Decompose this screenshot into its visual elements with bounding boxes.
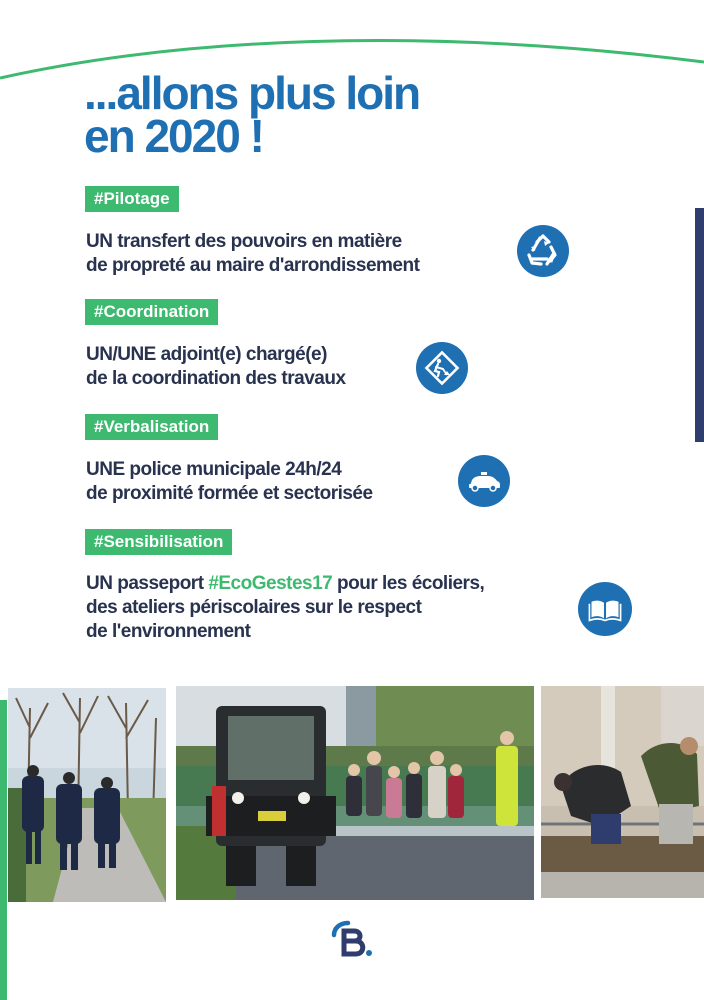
cb-logo — [330, 917, 376, 963]
section-coordination-line-1: UN/UNE adjoint(e) chargé(e) — [86, 344, 327, 365]
line-1-prefix: UN passeport — [86, 573, 209, 594]
open-book-icon — [578, 582, 632, 636]
section-sensibilisation-text — [86, 572, 484, 644]
photo-police-patrol — [8, 688, 166, 902]
section-pilotage-line-1: UN transfert des pouvoirs en matière — [86, 231, 402, 252]
page-title — [84, 67, 644, 162]
left-accent-bar — [0, 700, 7, 1000]
section-verbalisation-line-1: UNE police municipale 24h/24 — [86, 459, 342, 480]
title-line-1: ...allons plus loin — [84, 67, 420, 119]
title-line-2: en 2020 ! — [84, 110, 263, 162]
police-car-icon — [458, 455, 510, 507]
tag-sensibilisation: #Sensibilisation — [85, 529, 232, 555]
section-sensibilisation-line-3: de l'environnement — [86, 621, 251, 642]
section-pilotage-text — [86, 230, 419, 278]
roadwork-sign-icon — [416, 342, 468, 394]
section-coordination-line-2: de la coordination des travaux — [86, 368, 346, 389]
photo-cleaning-vehicle-children — [176, 686, 534, 900]
tag-pilotage: #Pilotage — [85, 186, 179, 212]
line-1-suffix: pour les écoliers, — [332, 573, 485, 594]
recycle-icon — [517, 225, 569, 277]
photo-garden-planting — [541, 686, 704, 898]
section-verbalisation-text — [86, 458, 373, 506]
tag-verbalisation: #Verbalisation — [85, 414, 218, 440]
section-coordination-text — [86, 343, 346, 391]
tag-coordination: #Coordination — [85, 299, 218, 325]
right-accent-bar — [695, 208, 704, 442]
section-sensibilisation-line-1 — [86, 572, 484, 596]
ecogestes-hashtag: #EcoGestes17 — [208, 573, 333, 594]
section-sensibilisation-line-2: des ateliers périscolaires sur le respect — [86, 597, 422, 618]
section-pilotage-line-2: de propreté au maire d'arrondissement — [86, 255, 420, 276]
section-verbalisation-line-2: de proximité formée et sectorisée — [86, 483, 373, 504]
